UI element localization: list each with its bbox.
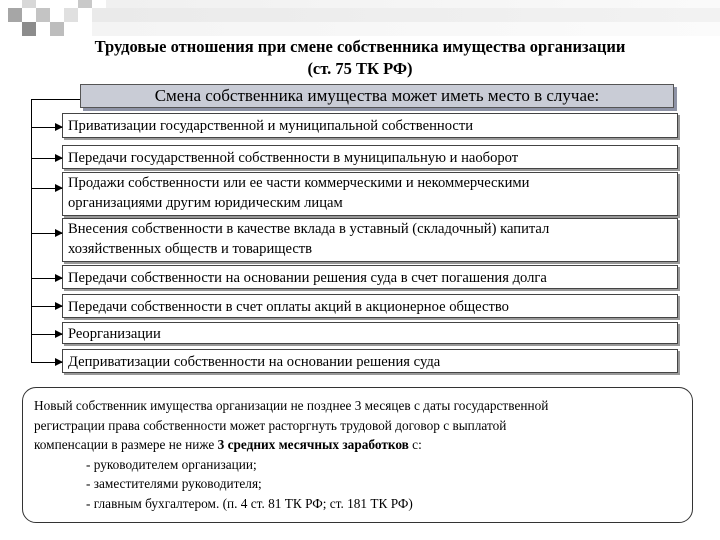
case-reorganization (62, 322, 678, 344)
case-text: Передачи государственной собственности в муниципальную и наоборот (68, 150, 519, 166)
case-shares-payment (62, 294, 678, 318)
case-text: Приватизации государственной и муниципальной собственности (68, 118, 474, 134)
case-sale (62, 172, 678, 216)
arrow-connector (31, 233, 62, 234)
case-text-line: организациями другим юридическим лицам (68, 195, 343, 211)
case-privatization (62, 113, 678, 138)
case-state-to-municipal (62, 145, 678, 169)
note-list-item: - заместителями руководителя; (86, 476, 262, 492)
note-line-3-prefix: компенсации в размере не ниже (34, 437, 218, 453)
arrow-connector (31, 278, 62, 279)
note-line-3-bold: 3 средних месячных заработков (217, 437, 409, 453)
title-line-1: Трудовые отношения при смене собственника имущества организации (94, 37, 626, 56)
page-title (20, 36, 700, 80)
case-text-line: Продажи собственности или ее части коммерческими и некоммерческими (68, 175, 530, 191)
case-text-line: Внесения собственности в качестве вклада в уставный (складочный) капитал (68, 221, 550, 237)
case-contribution (62, 218, 678, 262)
note-line-2: регистрации права собственности может расторгнуть трудовой договор с выплатой (34, 417, 507, 433)
case-text: Деприватизации собственности на основании решения суда (68, 354, 441, 370)
arrow-connector (31, 127, 62, 128)
note-line-3-suffix: с: (408, 437, 422, 453)
cases-header: Смена собственника имущества может иметь место в случае: (80, 84, 674, 108)
case-text: Передачи собственности в счет оплаты акций в акционерное общество (68, 299, 509, 315)
connector-vertical (31, 99, 32, 363)
case-text: Передачи собственности на основании решения суда в счет погашения долга (68, 270, 547, 286)
case-text: Реорганизации (68, 326, 161, 342)
note-list-item: - главным бухгалтером. (п. 4 ст. 81 ТК РФ; ст. 181 ТК РФ) (86, 495, 413, 511)
case-deprivatization (62, 349, 678, 373)
title-line-2: (ст. 75 ТК РФ) (307, 59, 413, 78)
decorative-header-squares (0, 0, 720, 40)
arrow-connector (31, 362, 62, 363)
arrow-connector (31, 158, 62, 159)
case-court-debt (62, 265, 678, 289)
compensation-note (22, 387, 693, 523)
case-text-line: хозяйственных обществ и товариществ (68, 241, 313, 257)
note-line-3 (34, 435, 682, 455)
arrow-connector (31, 188, 62, 189)
connector-top (31, 99, 80, 100)
note-line-1: Новый собственник имущества организации не позднее 3 месяцев с даты государственной (34, 398, 549, 413)
arrow-connector (31, 334, 62, 335)
arrow-connector (31, 306, 62, 307)
note-list-item: - руководителем организации; (86, 456, 257, 472)
